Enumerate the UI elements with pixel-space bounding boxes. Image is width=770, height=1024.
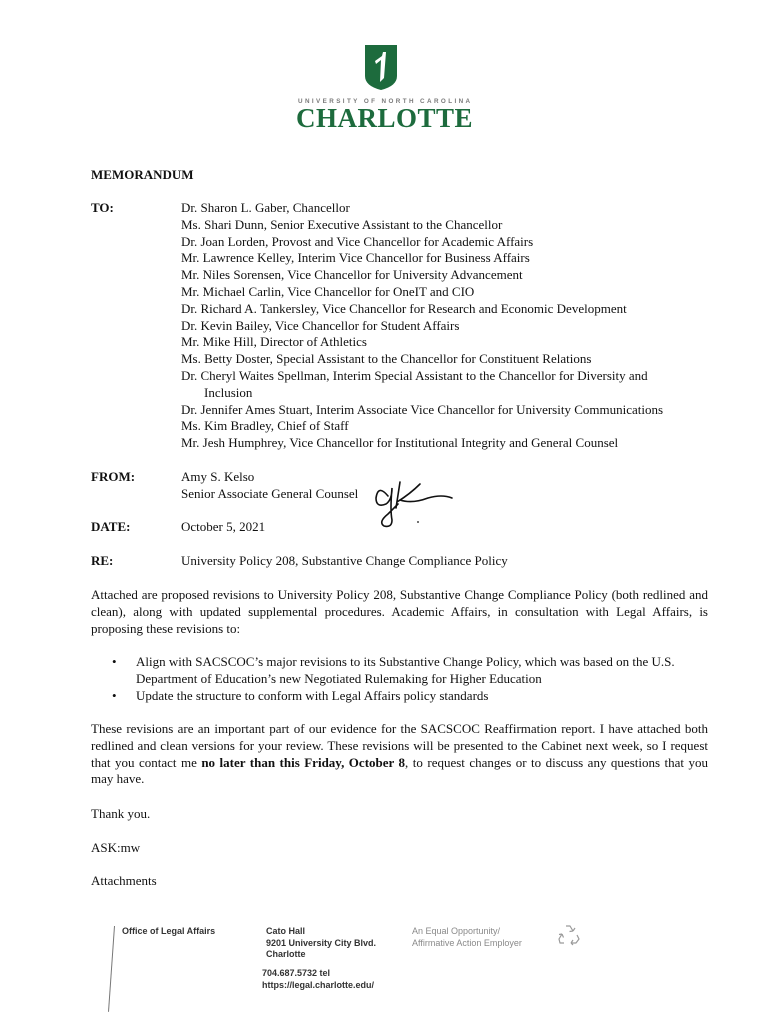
- recipient: Dr. Joan Lorden, Provost and Vice Chancellor for Academic Affairs: [181, 233, 534, 249]
- footer-address: [266, 926, 376, 961]
- revision-bullets: [112, 654, 712, 704]
- recipient: Ms. Betty Doster, Special Assistant to the Chancellor for Constituent Relations: [181, 351, 592, 367]
- bullet-text: Update the structure to conform with Legal Affairs policy standards: [136, 687, 489, 703]
- recipient: Mr. Mike Hill, Director of Athletics: [181, 334, 367, 350]
- recipient: Mr. Michael Carlin, Vice Chancellor for OneIT and CIO: [181, 283, 475, 299]
- recipient: Mr. Jesh Humphrey, Vice Chancellor for Institutional Integrity and General Counsel: [181, 435, 619, 451]
- bullet-dot: •: [112, 687, 117, 703]
- to-recipients-list: [181, 200, 663, 452]
- body-paragraph-1: Attached are proposed revisions to University Policy 208, Substantive Change Compliance Policy (both redlined and clean), along with updated supplemental procedures. Academic Affairs, in consultation with Legal Affairs, is proposing these revisions to:: [91, 587, 708, 636]
- logo-university-line: UNIVERSITY OF NORTH CAROLINA: [298, 98, 473, 105]
- from-name: Amy S. Kelso: [181, 469, 255, 484]
- university-logo: [0, 40, 770, 140]
- footer-address-line: 9201 University City Blvd.: [266, 937, 377, 948]
- recipient: Ms. Shari Dunn, Senior Executive Assistant to the Chancellor: [181, 216, 503, 232]
- footer-eeo: [412, 926, 522, 949]
- memo-date: October 5, 2021: [181, 519, 266, 534]
- recipient: Dr. Kevin Bailey, Vice Chancellor for Student Affairs: [181, 317, 460, 333]
- thanks-line: Thank you.: [91, 806, 151, 821]
- footer-office: Office of Legal Affairs: [122, 926, 216, 936]
- signature-image: [370, 474, 460, 530]
- date-label: DATE:: [91, 519, 131, 534]
- recipient: Dr. Cheryl Waites Spellman, Interim Special Assistant to the Chancellor for Diversity and: [181, 367, 648, 383]
- from-label: FROM:: [91, 469, 136, 484]
- logo-name: CHARLOTTE: [296, 103, 474, 133]
- para2-end: , to request changes or to discuss any questions that you may have.: [91, 754, 708, 787]
- re-label: RE:: [91, 553, 114, 568]
- to-label: TO:: [91, 200, 114, 215]
- footer-url[interactable]: https://legal.charlotte.edu/: [262, 979, 375, 990]
- recipient: Dr. Richard A. Tankersley, Vice Chancellor for Research and Economic Development: [181, 300, 627, 316]
- attachments-line: Attachments: [91, 873, 157, 888]
- recipient: Mr. Niles Sorensen, Vice Chancellor for University Advancement: [181, 267, 523, 283]
- memo-title: MEMORANDUM: [91, 167, 194, 182]
- bullet-text: Align with SACSCOC’s major revisions to its Substantive Change Policy, which was based on the U.S. Department of Education’s new Negotiated Rulemaking for Higher Education: [136, 654, 675, 686]
- footer-eeo-line: An Equal Opportunity/: [412, 926, 501, 936]
- memo-subject: University Policy 208, Substantive Change Compliance Policy: [181, 553, 508, 568]
- bullet-item: [112, 688, 712, 705]
- footer-contact: [262, 968, 374, 991]
- bullet-item: [112, 654, 712, 688]
- para2-start: These revisions are an important part of our evidence for the SACSCOC Reaffirmation report. I have attached both redlined and clean versions for your review. These revisions will be presented to the Cabinet next week, so I request that you contact me: [91, 721, 708, 770]
- bullet-dot: •: [112, 654, 117, 669]
- footer-divider: [108, 926, 115, 1012]
- from-title: Senior Associate General Counsel: [181, 486, 359, 501]
- recipient: Ms. Kim Bradley, Chief of Staff: [181, 418, 349, 434]
- recycle-icon: [556, 922, 582, 948]
- initials-line: ASK:mw: [91, 840, 141, 855]
- crown-logo-icon: [361, 42, 401, 92]
- footer-address-line: Charlotte: [266, 949, 306, 959]
- recipient-continuation: Inclusion: [204, 384, 253, 400]
- recipient: Mr. Lawrence Kelley, Interim Vice Chancellor for Business Affairs: [181, 250, 530, 266]
- footer-eeo-line: Affirmative Action Employer: [412, 937, 522, 948]
- recipient: Dr. Sharon L. Gaber, Chancellor: [181, 200, 350, 215]
- footer-address-line: Cato Hall: [266, 926, 306, 936]
- footer-phone: 704.687.5732 tel: [262, 968, 331, 978]
- deadline-emphasis: no later than this Friday, October 8: [201, 754, 406, 770]
- body-paragraph-2: [91, 721, 708, 788]
- recipient: Dr. Jennifer Ames Stuart, Interim Associate Vice Chancellor for University Communications: [181, 401, 664, 417]
